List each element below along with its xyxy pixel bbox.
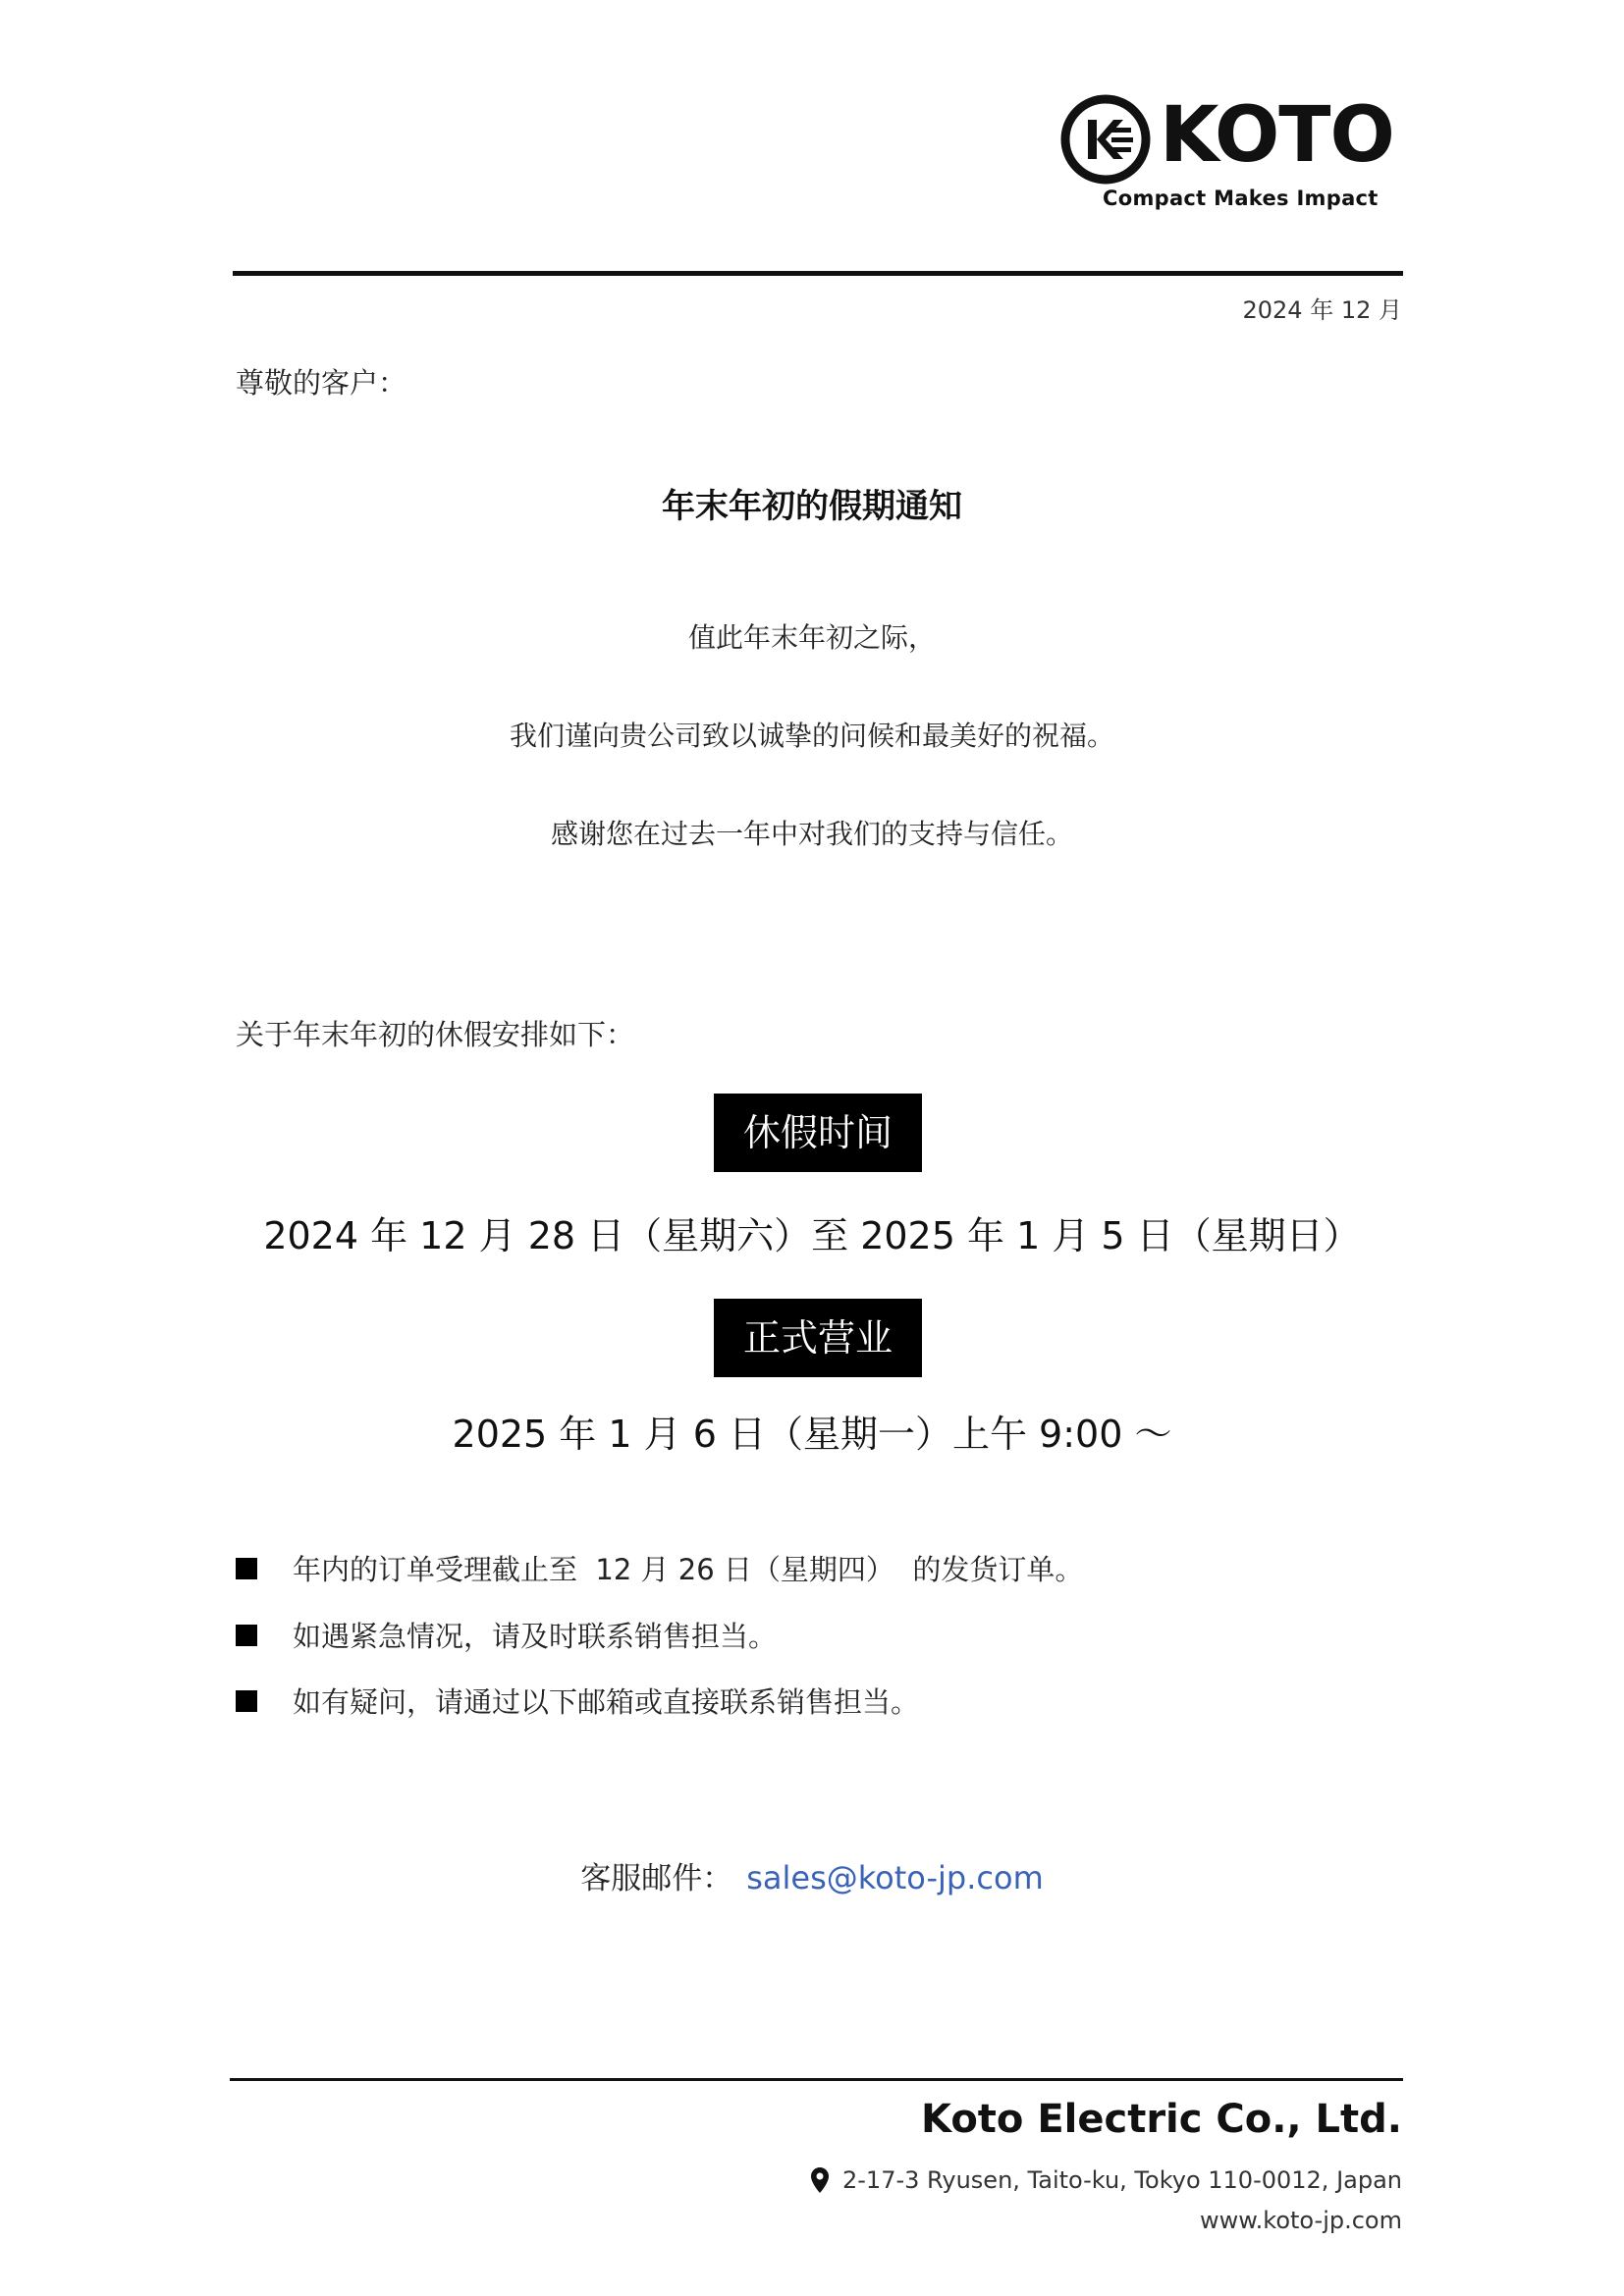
bullet-text: 如遇紧急情况，请及时联系销售担当。 <box>293 1620 778 1653</box>
email-link[interactable]: sales@koto-jp.com <box>746 1859 1044 1896</box>
footer-divider <box>230 2078 1403 2081</box>
address-text: 2-17-3 Ryusen, Taito-ku, Tokyo 110-0012, Japan <box>842 2166 1402 2194</box>
square-bullet-icon <box>236 1558 257 1579</box>
greeting-line-1: 值此年末年初之际， <box>687 621 936 654</box>
email-label: 客服邮件： <box>580 1861 733 1896</box>
holiday-period: 2024 年 12 月 28 日（星期六）至 2025 年 1 月 5 日（星期日） <box>263 1214 1361 1257</box>
logo-tagline: Compact Makes Impact <box>1103 187 1379 210</box>
company-logo <box>1058 90 1402 218</box>
holiday-label: 休假时间 <box>714 1094 922 1172</box>
header-divider <box>233 271 1403 276</box>
square-bullet-icon <box>236 1690 257 1712</box>
bullet-item <box>236 1548 1083 1588</box>
logo-wordmark: KOTO <box>1160 91 1394 180</box>
bullet-item <box>236 1681 919 1721</box>
business-label: 正式营业 <box>714 1299 922 1377</box>
letter-date: 2024 年 12 月 <box>1242 296 1402 324</box>
greeting-line-3: 感谢您在过去一年中对我们的支持与信任。 <box>550 818 1073 850</box>
square-bullet-icon <box>236 1625 257 1646</box>
company-address <box>811 2166 1402 2194</box>
koto-mark-icon <box>1058 92 1153 187</box>
salutation: 尊敬的客户： <box>236 366 407 400</box>
bullet-text: 年内的订单受理截止至 12 月 26 日（星期四） 的发货订单。 <box>293 1553 1084 1586</box>
map-pin-icon <box>811 2167 829 2193</box>
notice-title: 年末年初的假期通知 <box>662 487 962 526</box>
greeting-line-2: 我们谨向贵公司致以诚挚的问候和最美好的祝福。 <box>509 720 1114 752</box>
support-email-line <box>0 1853 1624 1897</box>
arrangement-intro: 关于年末年初的休假安排如下： <box>236 1018 635 1051</box>
bullet-item <box>236 1615 777 1655</box>
business-resume: 2025 年 1 月 6 日（星期一）上午 9:00 ～ <box>452 1413 1172 1456</box>
company-name: Koto Electric Co., Ltd. <box>921 2097 1402 2142</box>
company-website[interactable]: www.koto-jp.com <box>1199 2207 1402 2234</box>
bullet-text: 如有疑问，请通过以下邮箱或直接联系销售担当。 <box>293 1685 920 1719</box>
